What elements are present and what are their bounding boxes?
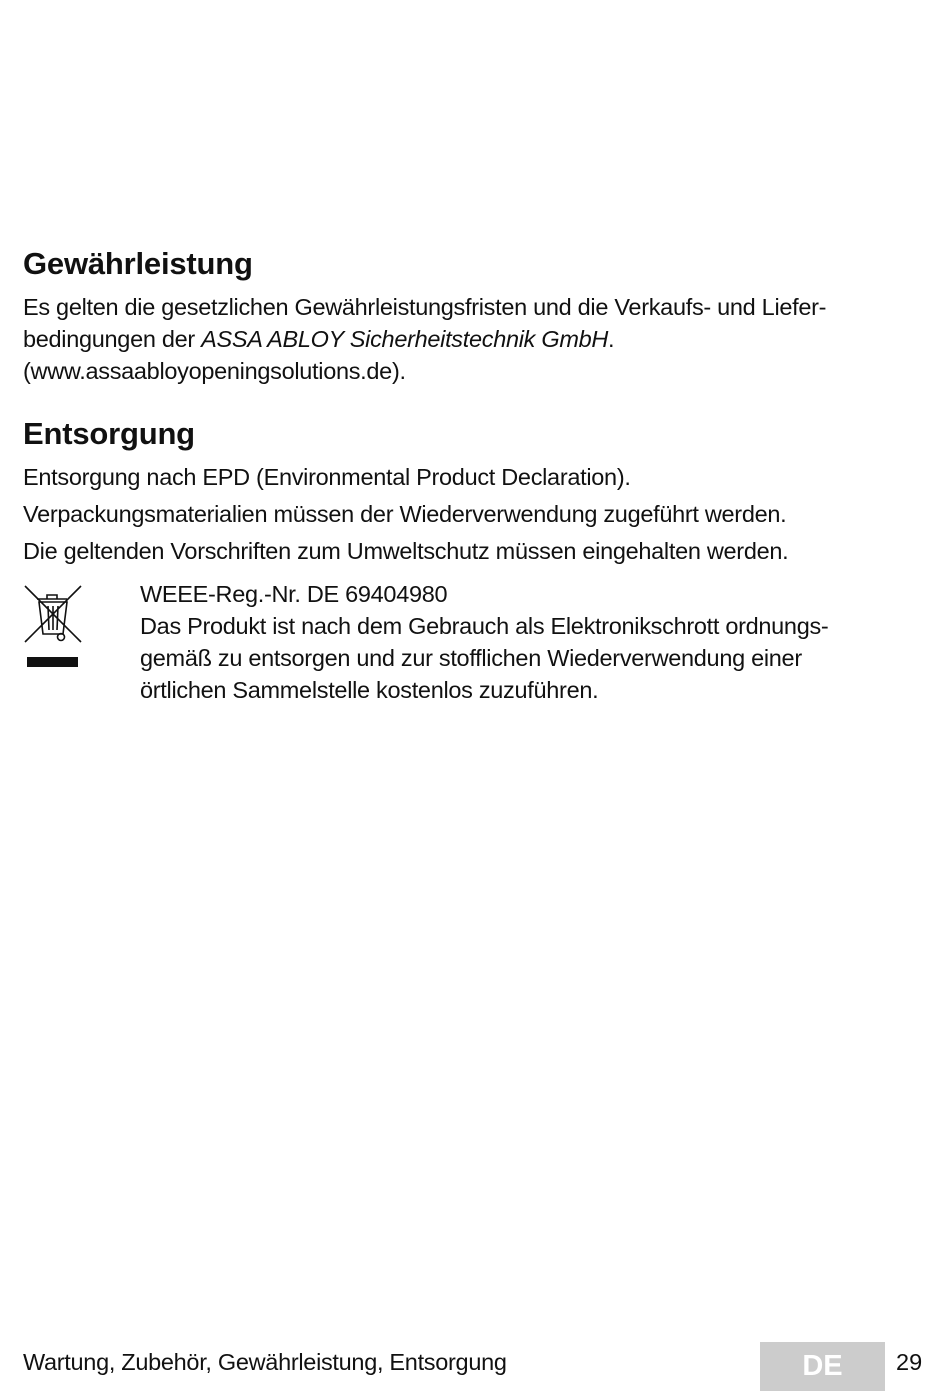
disposal-heading: Entsorgung [23,416,195,451]
disposal-line-1: Entsorgung nach EPD (Environmental Product Declaration). [23,464,631,490]
warranty-heading: Gewährleistung [23,246,253,281]
crossed-out-wheelie-bin-icon [23,582,83,668]
disposal-section [23,415,923,570]
disposal-line-2: Verpackungsmaterialien müssen der Wiederverwendung zugeführt werden. [23,501,787,527]
language-badge: DE [760,1342,885,1391]
weee-registration-number: WEEE-Reg.-Nr. DE 69404980 [140,581,448,607]
weee-line-3: örtlichen Sammelstelle kostenlos zuzuführen. [140,677,599,703]
warranty-line-2 [23,323,923,355]
weee-text [140,578,930,706]
page-number: 29 [896,1349,923,1375]
footer-section-title: Wartung, Zubehör, Gewährleistung, Entsorgung [23,1349,507,1375]
company-name: ASSA ABLOY Sicherheitstechnik GmbH [201,326,609,352]
disposal-paragraph [23,459,923,570]
weee-block [23,578,923,708]
warranty-section [23,245,923,387]
disposal-line-3: Die geltenden Vorschriften zum Umweltschutz müssen eingehalten werden. [23,538,789,564]
weee-line-1: Das Produkt ist nach dem Gebrauch als Elektronikschrott ordnungs- [140,613,829,639]
warranty-line-1: Es gelten die gesetzlichen Gewährleistungsfristen und die Verkaufs- und Liefer- [23,294,827,320]
weee-line-2: gemäß zu entsorgen und zur stofflichen Wiederverwendung einer [140,645,802,671]
warranty-website-link[interactable]: (www.assaabloyopeningsolutions.de). [23,358,406,384]
warranty-line-2-prefix: bedingungen der [23,326,202,352]
warranty-paragraph [23,291,923,387]
warranty-line-2-suffix: . [608,326,615,352]
